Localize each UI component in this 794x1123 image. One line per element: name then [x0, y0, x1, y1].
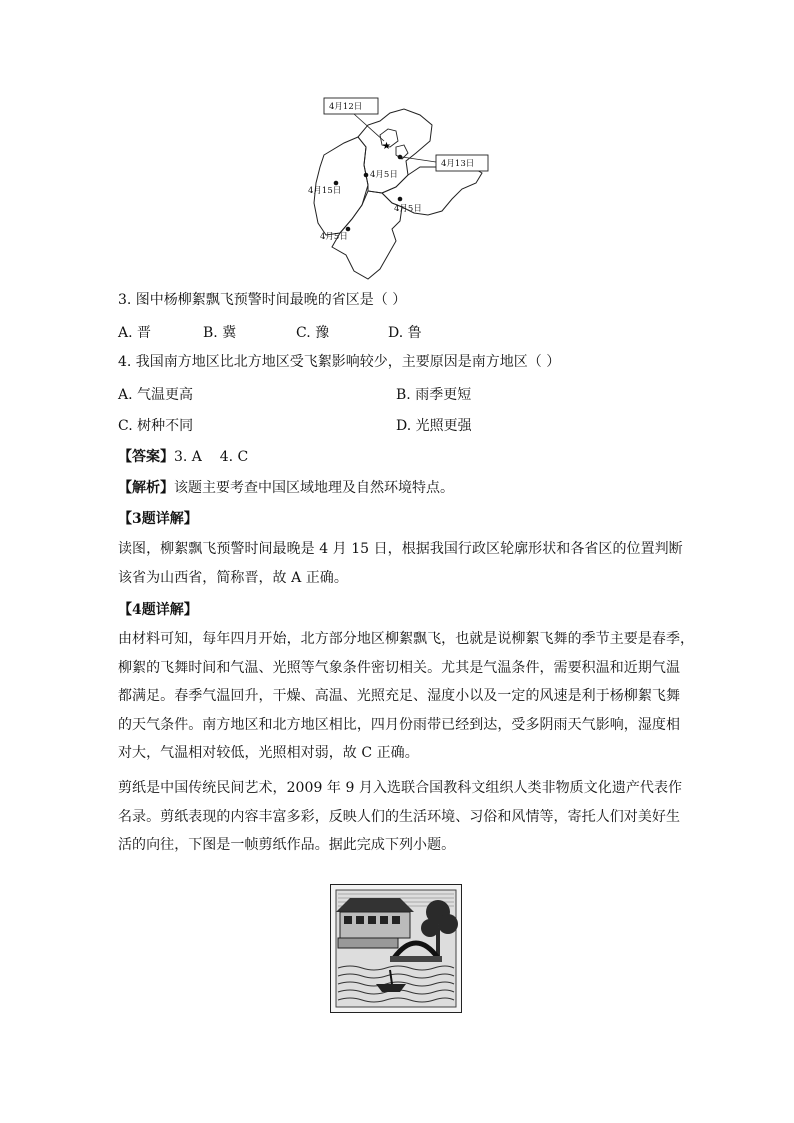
passage-line: 活的向往，下图是一帧剪纸作品。据此完成下列小题。 [118, 837, 456, 854]
hebei-dot [364, 173, 369, 178]
answer-line [118, 448, 248, 466]
detail-3-line: 该省为山西省，简称晋，故 A 正确。 [118, 569, 348, 586]
analysis-label: 【解析】 [118, 480, 174, 496]
passage-line: 名录。剪纸表现的内容丰富多彩，反映人们的生活环境、习俗和风情等，寄托人们对美好生 [118, 808, 680, 825]
tianjin-dot [398, 155, 403, 160]
label-shandong: 4月5日 [394, 204, 422, 214]
q3-option-a: A. 晋 [118, 325, 152, 341]
label-shanxi: 4月15日 [308, 186, 342, 196]
detail-4-paragraph [118, 625, 695, 768]
analysis-line [118, 479, 454, 497]
papercut-artwork-image [330, 884, 462, 1013]
detail-4-line: 柳絮的飞舞时间和气温、光照等气象条件密切相关。尤其是气温条件，需要积温和近期气温 [118, 659, 680, 676]
shanxi-dot [334, 181, 339, 186]
answer-text: 3. A 4. C [174, 449, 249, 465]
label-henan: 4月5日 [320, 232, 348, 242]
papercut-passage [118, 774, 683, 860]
detail-4-line: 都满足。春季气温回升，干燥、高温、光照充足、湿度小以及一定的风速是利于杨柳絮飞舞 [118, 688, 680, 705]
hebei-outline [358, 109, 432, 193]
answer-label: 【答案】 [118, 449, 174, 465]
analysis-text: 该题主要考查中国区域地理及自然环境特点。 [174, 480, 454, 496]
province-map-figure [296, 95, 496, 285]
detail-3-label: 【3题详解】 [118, 511, 198, 527]
label-tianjin: 4月13日 [441, 159, 475, 169]
shandong-dot [398, 197, 403, 202]
detail-3-paragraph [118, 535, 683, 592]
q4-option-c: C. 树种不同 [118, 418, 194, 434]
q3-option-d: D. 鲁 [388, 325, 422, 341]
detail-4-line: 由材料可知，每年四月开始，北方部分地区柳絮飘飞，也就是说柳絮飞舞的季节主要是春季， [118, 631, 695, 647]
question-3-stem: 3. 图中杨柳絮飘飞预警时间最晚的省区是（ ） [118, 292, 407, 308]
henan-dot [346, 227, 351, 232]
detail-4-line: 的天气条件。南方地区和北方地区相比，四月份雨带已经到达，受多阴雨天气影响，湿度相 [118, 716, 680, 733]
q4-option-a: A. 气温更高 [118, 387, 194, 403]
q4-option-b: B. 雨季更短 [396, 387, 472, 403]
q4-option-d: D. 光照更强 [396, 418, 472, 434]
detail-4-line: 对大，气温相对较低，光照相对弱，故 C 正确。 [118, 745, 419, 762]
beijing-star-icon: ★ [382, 141, 391, 152]
label-beijing: 4月12日 [329, 102, 363, 112]
q3-option-c: C. 豫 [296, 325, 330, 341]
question-4-stem: 4. 我国南方地区比北方地区受飞絮影响较少，主要原因是南方地区（ ） [118, 354, 561, 370]
label-hebei: 4月5日 [370, 170, 398, 180]
detail-3-line: 读图，柳絮飘飞预警时间最晚是 4 月 15 日，根据我国行政区轮廓形状和各省区的位置判断 [118, 541, 683, 557]
province-map [296, 95, 496, 285]
detail-4-label: 【4题详解】 [118, 602, 198, 618]
passage-line: 剪纸是中国传统民间艺术，2009 年 9 月入选联合国教科文组织人类非物质文化遗产代表作 [118, 780, 683, 796]
q3-option-b: B. 冀 [203, 325, 237, 341]
